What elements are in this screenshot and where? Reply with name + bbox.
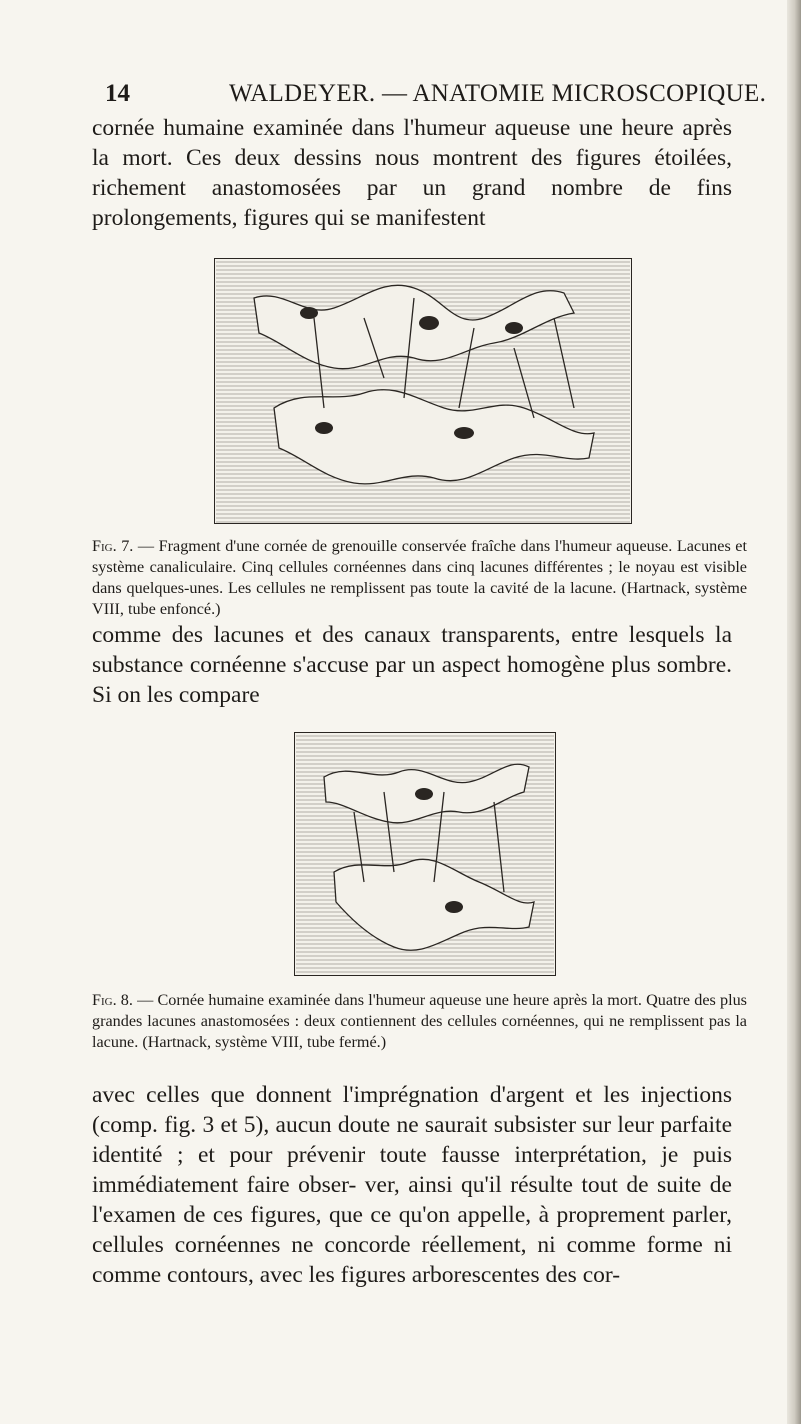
page-edge xyxy=(787,0,801,1424)
figure-8-illustration xyxy=(294,732,556,976)
figure-7-caption-text: — Fragment d'une cornée de grenouille conservée fraîche dans l'humeur aqueuse. Lacunes et système canaliculaire. Cinq cellules cornéennes dans cinq lacunes différentes ; le noyau est visible dans quelques-unes. Les cellules ne remplissent pas toute la cavité de la lacune. (Hartnack, système VIII, tube enfoncé.) xyxy=(92,537,747,618)
body-paragraph-3: avec celles que donnent l'imprégnation d'argent et les injections (comp. fig. 3 et 5), aucun doute ne saurait subsister sur leur parfaite identité ; et pour prévenir toute fausse interprétation, je puis immédiatement faire obser- ver, ainsi qu'il résulte tout de suite de l'examen de ces figures, que ce qu'on appelle, à proprement parler, cellules cornéennes ne concorde réellement, ni comme forme ni comme contours, avec les figures arborescentes des cor- xyxy=(92,1082,732,1288)
figure-8-caption-text: — Cornée humaine examinée dans l'humeur aqueuse une heure après la mort. Quatre des plus grandes lacunes anastomosées : deux contiennent des cellules cornéennes, qui ne remplissent pas la lacune. (Hartnack, système VIII, tube fermé.) xyxy=(92,991,747,1051)
figure-8-engraving xyxy=(294,732,556,976)
body-paragraph-2: comme des lacunes et des canaux transparents, entre lesquels la substance cornéenne s'accuse par un aspect homogène plus sombre. Si on les compare xyxy=(92,622,732,708)
figure-8-label: Fig. 8. xyxy=(92,991,133,1009)
running-title: WALDEYER. — ANATOMIE MICROSCOPIQUE. xyxy=(229,80,767,107)
body-paragraph-1: cornée humaine examinée dans l'humeur aqueuse une heure après la mort. Ces deux dessins nous montrent des figures étoilées, richement anastomosées par un grand nombre de fins prolongements, figures qui se manifestent xyxy=(92,115,732,231)
figure-7-engraving xyxy=(214,258,632,524)
page-number: 14 xyxy=(105,80,130,107)
figure-7-caption xyxy=(92,536,747,620)
figure-7-illustration xyxy=(214,258,632,524)
figure-8-caption xyxy=(92,990,747,1053)
figure-7-label: Fig. 7. xyxy=(92,537,134,555)
